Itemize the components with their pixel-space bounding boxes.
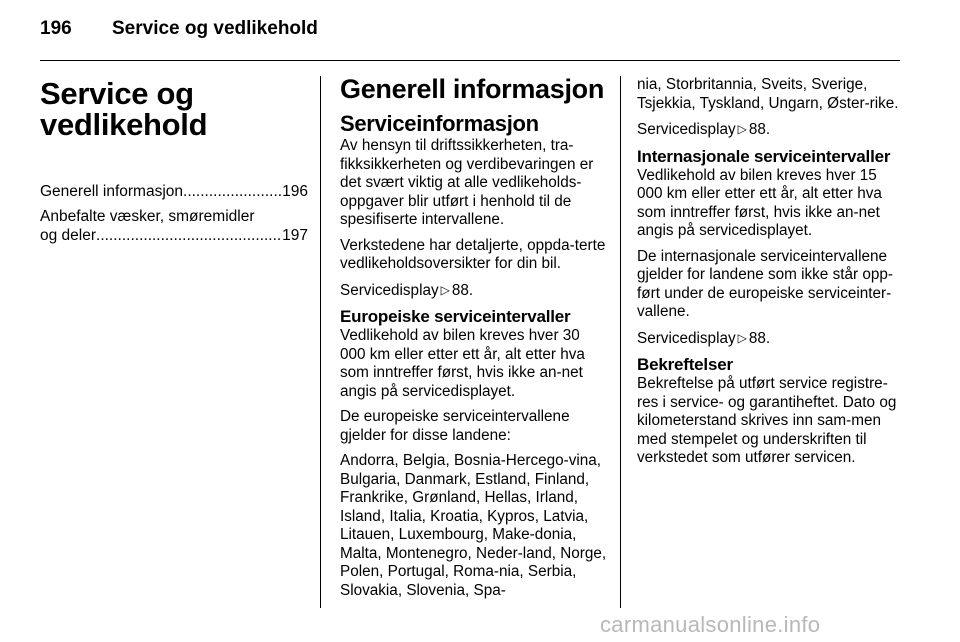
header-rule	[40, 60, 900, 61]
international-reference[interactable]	[637, 329, 901, 349]
section-title: Generell informasjon	[340, 74, 605, 104]
reference-text: Servicedisplay	[340, 281, 439, 299]
toc-line	[40, 226, 308, 245]
chapter-title	[40, 78, 308, 140]
toc-entry-label: Generell informasjon	[40, 183, 184, 200]
content-column-1	[340, 74, 608, 607]
toc-leader-dots	[96, 226, 282, 245]
column-divider-1	[320, 76, 321, 608]
european-countries-part-1: Andorra, Belgia, Bosnia-Hercego-vina, Bulgaria, Danmark, Estland, Finland, Frankrike, Grønland, Hellas, Irland, Island, Italia, Kroatia, Kypros, Latvia, Litauen, Luxembourg, Make-donia, Malta, Montenegro, Neder-land, Norge, Polen, Portugal, Roma-nia, Serbia, Slovakia, Slovenia, Spa-	[340, 452, 607, 599]
chapter-title-line-2: vedlikehold	[40, 107, 208, 142]
page-number: 196	[40, 18, 72, 39]
reference-text: Servicedisplay	[637, 121, 736, 138]
european-intervals-heading: Europeiske serviceintervaller	[340, 307, 571, 326]
chapter-title-line-1: Service og	[40, 76, 194, 111]
toc-entry-general-info[interactable]	[40, 182, 308, 201]
reference-page: 88.	[748, 121, 771, 138]
reference-page: 88.	[451, 281, 474, 299]
reference-text: Servicedisplay	[637, 329, 736, 347]
toc-entry-label-line-1: Anbefalte væsker, smøremidler	[40, 208, 255, 225]
running-title: Service og vedlikehold	[112, 18, 318, 39]
arrow-right-icon: ▷	[737, 122, 747, 136]
page-header	[40, 18, 318, 40]
toc-entry-page: 196	[282, 183, 308, 200]
service-info-reference[interactable]	[340, 281, 608, 301]
toc-entry-label: og deler	[40, 227, 97, 244]
column-divider-2	[620, 76, 621, 608]
toc-leader-dots	[183, 182, 282, 201]
reference-page: 88.	[748, 329, 771, 347]
international-paragraph-1: Vedlikehold av bilen kreves hver 15 000 km eller etter ett år, alt etter hva som inntreffer først, hvis ikke an-net angis på servicedisplayet.	[637, 166, 882, 239]
confirmations-paragraph-1: Bekreftelse på utført service registre-res i service- og garantiheftet. Dato og kilometerstand skrives inn sam-men med stempelet og underskriften til verkstedet som utfører servicen.	[637, 375, 897, 466]
toc-entry-page: 197	[282, 227, 308, 244]
arrow-right-icon: ▷	[737, 330, 747, 345]
international-paragraph-2: De internasjonale serviceintervallene gjelder for landene som ikke står opp-ført under de europeiske serviceinter-vallene.	[637, 247, 893, 320]
european-countries-part-2: nia, Storbritannia, Sveits, Sverige, Tsjekkia, Tyskland, Ungarn, Øster-rike.	[637, 76, 899, 112]
european-paragraph-1: Vedlikehold av bilen kreves hver 30 000 km eller etter ett år, alt etter hva som inntreffer først, hvis ikke an-net angis på servicedisplayet.	[340, 327, 585, 400]
international-intervals-heading: Internasjonale serviceintervaller	[637, 146, 891, 166]
arrow-right-icon: ▷	[440, 282, 450, 297]
service-info-paragraph-1: Av hensyn til driftssikkerheten, tra-fikksikkerheten og verdibevaringen er det svært viktig at alle vedlikeholds-oppgaver blir utført i henhold til de spesifiserte intervallene.	[340, 137, 594, 228]
toc-line	[40, 182, 308, 201]
european-reference[interactable]	[637, 120, 901, 140]
watermark: carmanualsonline.info	[600, 612, 821, 637]
chapter-column	[40, 74, 308, 251]
european-paragraph-2: De europeiske serviceintervallene gjelder for disse landene:	[340, 408, 570, 444]
toc-entry-fluids[interactable]	[40, 207, 308, 245]
service-info-paragraph-2: Verkstedene har detaljerte, oppda-terte vedlikeholdsoversikter for din bil.	[340, 236, 606, 272]
confirmations-heading: Bekreftelser	[637, 355, 733, 374]
content-column-2	[637, 76, 901, 475]
service-info-heading: Serviceinformasjon	[340, 111, 539, 136]
